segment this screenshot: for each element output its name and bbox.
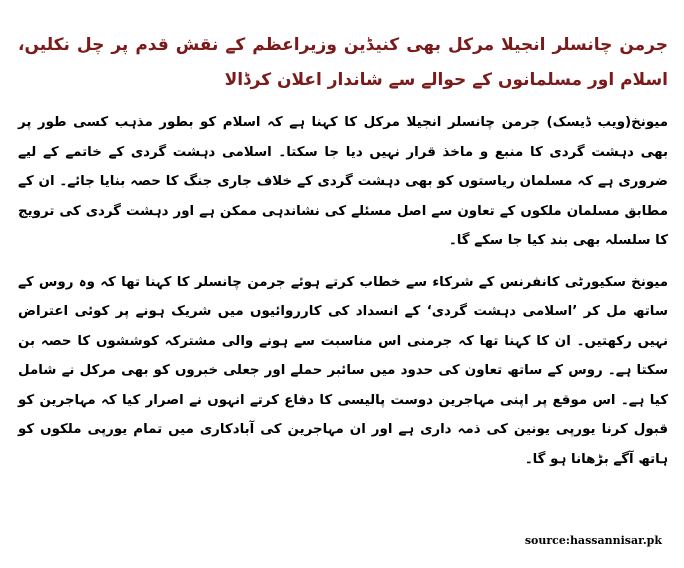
article-headline: جرمن چانسلر انجیلا مرکل بھی کنیڈین وزیراعظم کے نقش قدم پر چل نکلیں، اسلام اور مسلمانوں کے حوالے سے شاندار اعلان کرڈالا [18,35,668,90]
article-paragraph: میونخ(ویب ڈیسک) جرمن چانسلر انجیلا مرکل کا کہنا ہے کہ اسلام کو بطور مذہب کسی طور پر بھی دہشت گردی کا منبع و ماخذ قرار نہیں دیا جا سکتا۔ اسلامی دہشت گردی کے خاتمے کے لیے ضروری ہے کہ مسلمان ریاستوں کو بھی دہشت گردی کے خلاف جاری جنگ کا حصہ بنایا جائے۔ ان کے مطابق مسلمان ملکوں کے تعاون سے اصل مسئلے کی نشاندہی ممکن ہے اور دہشت گردی کی ترویج کا سلسلہ بھی بند کیا جا سکے گا۔ [18,115,668,248]
article-paragraph: میونخ سکیورٹی کانفرنس کے شرکاء سے خطاب کرتے ہوئے جرمن چانسلر کا کہنا تھا کہ وہ روس کے ساتھ مل کر ’اسلامی دہشت گردی‘ کے انسداد کی کارروائیوں میں شریک ہونے پر کوئی اعتراض نہیں رکھتیں۔ ان کا کہنا تھا کہ جرمنی اس مناسبت سے ہونے والی مشترکہ کوششوں کا حصہ بن سکتا ہے۔ روس کے ساتھ تعاون کی حدود میں سائبر حملے اور جعلی خبروں کو بھی مرکل نے شامل کیا ہے۔ اس موقع پر اپنی مہاجرین دوست پالیسی کا دفاع کرتے انہوں نے اصرار کیا کہ مہاجرین کو قبول کرنا یورپی یونین کی ذمہ داری ہے اور ان مہاجرین کی آبادکاری میں تمام یورپی ملکوں کو ہاتھ آگے بڑھانا ہو گا۔ [18,274,668,467]
source-credit: source:hassannisar.pk [524,534,662,547]
article [18,28,668,486]
